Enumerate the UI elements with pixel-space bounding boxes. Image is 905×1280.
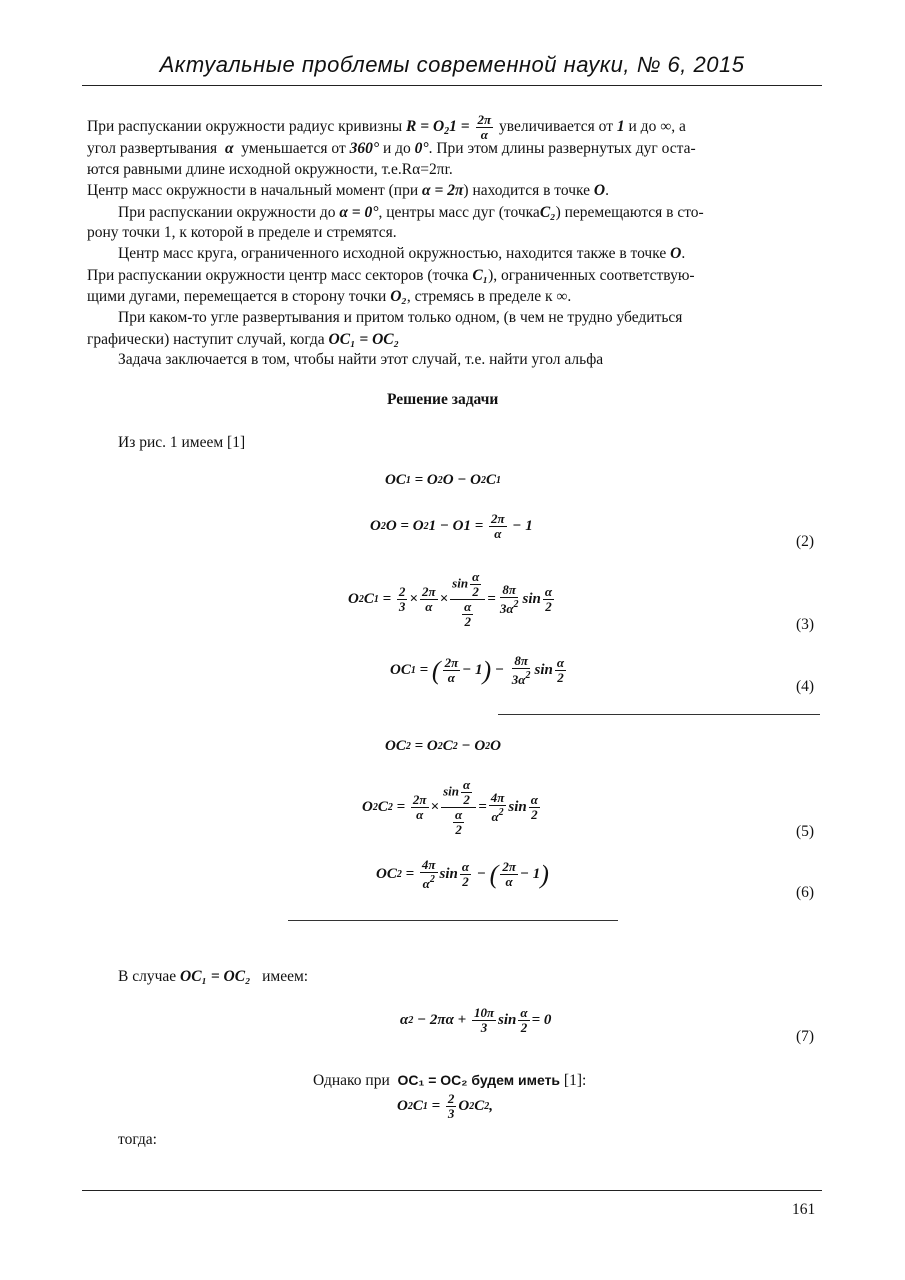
- equation-oc2-def: OC 2 = O 2 C 2 − O 2 O: [385, 738, 502, 754]
- equation-5: O 2 C 2 = $\frac{2\pi}{\alpha}$ × sin $\frac{\alpha}{2}$ $\frac{\alpha}{2}$ = $\frac{4\pi}{\alpha^2}$ sin $\frac{\alpha}{2}$: [362, 777, 538, 837]
- text-line-8: При распускании окружности центр масс секторов (точка C₁), ограниченных соответствую-: [87, 267, 695, 284]
- separator-line-2: [288, 920, 618, 921]
- text-line-5: При распускании окружности до α = 0°, центры масс дуг (точкаC₂) перемещаются в сто-: [118, 204, 704, 221]
- footer-rule: [82, 1190, 822, 1191]
- text-line-11: графически) наступит случай, когда OC₁ = OC₂: [87, 331, 400, 348]
- equation-number-5: (5): [796, 823, 815, 840]
- page-number: 161: [792, 1201, 816, 1218]
- text-line-9: щими дугами, перемещается в сторону точки O₂, стремясь в пределе к ∞.: [87, 288, 572, 305]
- equation-3: O 2 C 1 = $\frac{2}{3}$ × $\frac{2\pi}{\alpha}$ × sin $\frac{\alpha}{2}$ $\frac{\alpha}{2}$ = $\frac{8\pi}{3\alpha^2}$ sin $\frac{\alpha}{2}$: [348, 569, 553, 629]
- text-line-3: ются равными длине исходной окружности, т.е.Rα=2πr.: [87, 161, 453, 178]
- text-line-7: Центр масс круга, ограниченного исходной окружностью, находится также в точке O.: [118, 245, 686, 262]
- equation-4: OC 1 = ( $\frac{2\pi}{\alpha}$ − 1 ) − $\frac{8\pi}{3\alpha^2}$ sin $\frac{\alpha}{2}$: [390, 653, 565, 687]
- equation-number-4: (4): [796, 678, 815, 695]
- text-line-12: Задача заключается в том, чтобы найти этот случай, т.е. найти угол альфа: [118, 351, 604, 368]
- text-line-6: рону точки 1, к которой в пределе и стремятся.: [87, 224, 397, 241]
- equation-6: OC 2 = $\frac{4\pi}{\alpha^2}$ sin $\frac{\alpha}{2}$ − ( $\frac{2\pi}{\alpha}$ − 1 ): [376, 857, 549, 891]
- case-line: В случае OC₁ = OC₂ имеем:: [118, 968, 309, 985]
- header-rule: [82, 85, 822, 86]
- equation-number-2: (2): [796, 533, 815, 550]
- equation-number-6: (6): [796, 884, 815, 901]
- text-line-2: угол развертывания α уменьшается от 360° и до 0°. При этом длины развернутых дуг оста-: [87, 140, 696, 157]
- however-line: Однако при OC₁ = OC₂ будем иметь [1]:: [313, 1072, 587, 1089]
- intro-line: Из рис. 1 имеем [1]: [118, 434, 246, 451]
- equation-number-7: (7): [796, 1028, 815, 1045]
- text-line-1: При распускании окружности радиус кривизны $R = O_21$ = $\frac{2\pi}{\alpha}$ увеличивается от 1 и до ∞, а: [87, 112, 686, 142]
- equation-oc1-def: OC 1 = O 2 O − O 2 C 1: [385, 472, 502, 488]
- text-line-10: При каком-то угле развертывания и притом только одном, (в чем не трудно убедиться: [118, 309, 683, 326]
- separator-line-1: [498, 714, 820, 715]
- equation-number-3: (3): [796, 616, 815, 633]
- equation-7: α 2 − 2πα + $\frac{10\pi}{3}$ sin $\frac{\alpha}{2}$ = 0: [400, 1005, 552, 1035]
- journal-header: Актуальные проблемы современной науки, № 6, 2015: [159, 52, 745, 77]
- equation-ratio: O 2 C 1 = $\frac{2}{3}$ O 2 C 2 ,: [397, 1091, 494, 1121]
- text-line-4: Центр масс окружности в начальный момент (при α = 2π) находится в точке O.: [87, 182, 609, 199]
- equation-2: O 2 O = O 2 1 − O1 = $\frac{2\pi}{\alpha}$ − 1: [370, 511, 533, 541]
- section-title: Решение задачи: [387, 391, 499, 408]
- then-line: тогда:: [118, 1131, 157, 1148]
